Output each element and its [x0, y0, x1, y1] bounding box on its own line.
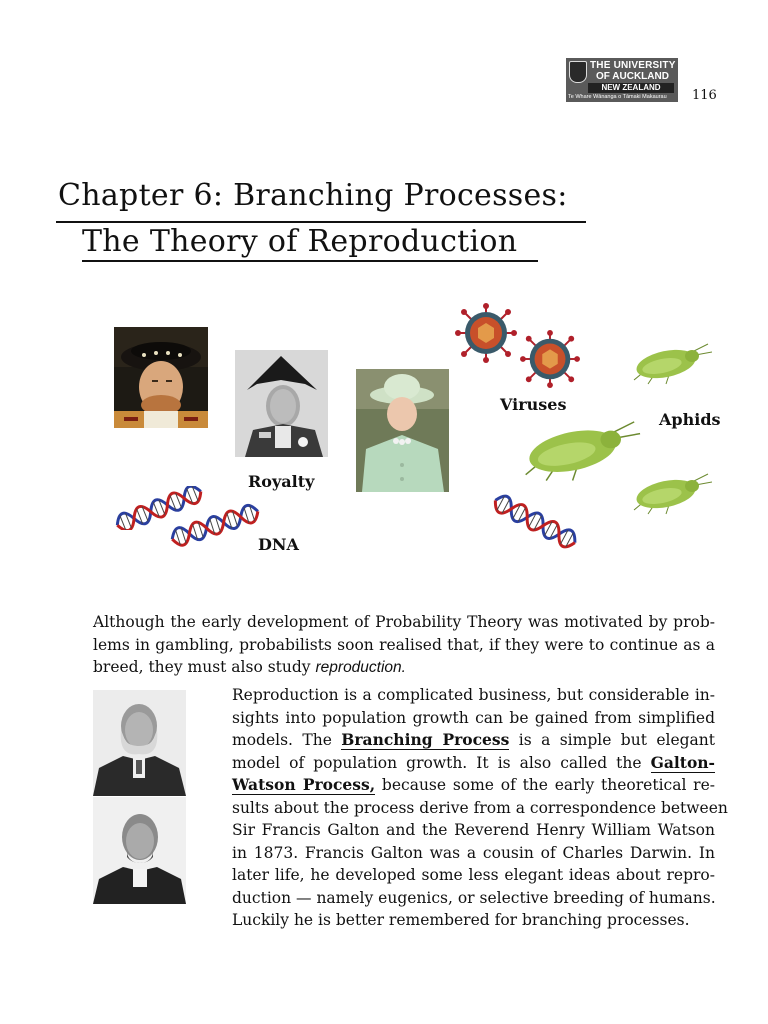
portrait-henry-viii	[114, 327, 208, 428]
main-line: Reproduction is a complicated business, but considerable in-	[232, 686, 715, 704]
logo-line-3: NEW ZEALAND	[588, 83, 674, 93]
intro-paragraph	[93, 611, 715, 680]
aphid-icon	[626, 470, 712, 515]
title-underline-1	[56, 221, 586, 223]
main-paragraph	[232, 684, 728, 932]
emphasis-reproduction: reproduction.	[315, 659, 406, 676]
main-line: model of population growth. It is also called the Galton-	[232, 752, 715, 772]
virus-icon	[518, 330, 582, 388]
intro-line: lems in gambling, probabilists soon realised that, if they were to continue as a	[93, 635, 715, 654]
chapter-title: Chapter 6: Branching Processes:	[58, 178, 568, 213]
portrait-henry-william-watson	[93, 797, 186, 904]
crest-icon	[569, 61, 587, 83]
intro-line: Although the early development of Probability Theory was motivated by prob-	[93, 613, 715, 631]
main-line: sights into population growth can be gained from simplified	[232, 708, 715, 727]
label-aphids: Aphids	[659, 410, 721, 429]
term-galton-watson-part1: Galton-	[650, 752, 715, 772]
logo-line-4: Te Whare Wānanga o Tāmaki Makaurau	[568, 94, 667, 100]
main-line: duction — namely eugenics, or selective breeding of humans.	[232, 888, 716, 907]
main-line: Sir Francis Galton and the Reverend Henry William Watson	[232, 821, 715, 839]
term-galton-watson-part2: Watson Process,	[232, 775, 376, 794]
main-line: models. The Branching Process is a simple but elegant	[232, 730, 716, 749]
aphid-icon	[626, 340, 712, 385]
main-line: sults about the process derive from a correspondence between	[232, 798, 728, 817]
main-line: Luckily he is better remembered for branching processes.	[232, 911, 690, 929]
university-logo	[566, 58, 678, 102]
portrait-francis-galton	[93, 690, 186, 796]
main-line: Watson Process, because some of the early theoretical re-	[232, 775, 715, 794]
virus-icon	[454, 303, 518, 363]
logo-line-1: THE UNIVERSITY	[590, 60, 676, 71]
page-number: 116	[692, 88, 717, 103]
dna-icon	[170, 503, 262, 547]
label-royalty: Royalty	[248, 472, 315, 491]
logo-line-2: OF AUCKLAND	[596, 71, 669, 82]
label-dna: DNA	[258, 535, 299, 554]
aphid-icon	[512, 416, 642, 482]
chapter-subtitle: The Theory of Reproduction	[82, 224, 518, 259]
portrait-george-iii	[235, 350, 328, 457]
main-line: in 1873. Francis Galton was a cousin of Charles Darwin. In	[232, 843, 715, 862]
intro-line: breed, they must also study reproduction.	[93, 658, 406, 676]
term-branching-process: Branching Process	[341, 730, 510, 749]
label-viruses: Viruses	[500, 395, 567, 414]
title-underline-2	[82, 260, 538, 262]
dna-icon	[490, 494, 582, 550]
portrait-elizabeth-ii	[356, 369, 449, 492]
main-line: later life, he developed some less elegant ideas about repro-	[232, 866, 715, 884]
